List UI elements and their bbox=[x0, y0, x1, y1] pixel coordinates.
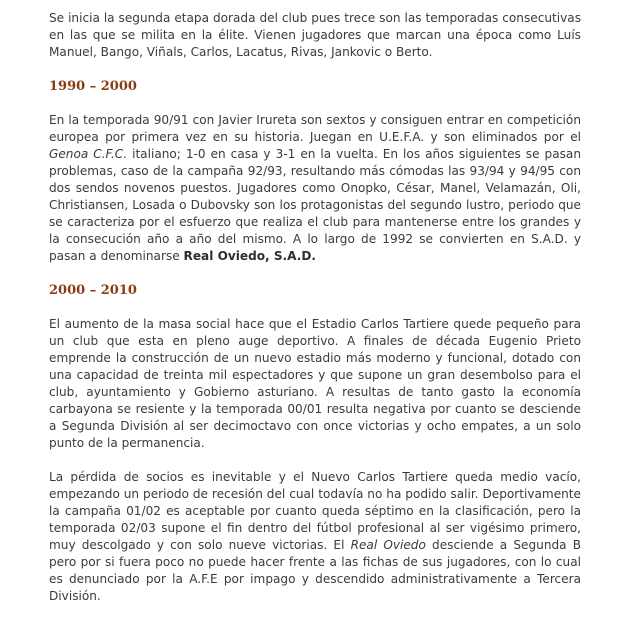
paragraph-2000s-stadium-text: El aumento de la masa social hace que el Estadio Carlos Tartiere quede pequeño para un club que esta en pleno auge deportivo. A finales de década Eugenio Prieto emprende la construcción de un nuevo estadio más moderno y funcional, dotado con una capacidad de treinta mil espectadores y que supone un gran desembolso para el club, ayuntamiento y Gobierno asturiano. A resultas de tanto gasto la economía carbayona se resiente y la temporada 00/01 resulta negativa por cuanto se desciende a Segunda División al ser decimoctavo con once victorias y ocho empates, a un solo punto de la permanencia. bbox=[49, 317, 581, 450]
paragraph-1990s-text-b: italiano; 1-0 en casa y 3-1 en la vuelta. En los años siguientes se pasan problemas, caso de la campaña 92/93, resultando más cómodas las 93/94 y 94/95 con dos sendos novenos puestos. Jugadores como Onopko, César, Manel, Velamazán, Oli, Christiansen, Losada o Dubovsky son los protagonistas del segundo lustro, periodo que se caracteriza por el esfuerzo que realiza el club para mantenerse entre los grandes y la consecución año a año del mismo. A lo largo de 1992 se convierten en S.A.D. y pasan a denominarse bbox=[49, 147, 581, 263]
intro-paragraph bbox=[49, 10, 581, 61]
paragraph-2000s-stadium bbox=[49, 316, 581, 452]
history-article bbox=[49, 10, 581, 622]
real-oviedo-sad-name: Real Oviedo, S.A.D. bbox=[183, 249, 316, 263]
paragraph-1990s-text-a: En la temporada 90/91 con Javier Irureta son sextos y consiguen entrar en competición europea por primera vez en su historia. Juegan en U.E.F.A. y son eliminados por el bbox=[49, 113, 581, 144]
heading-2000-2010: 2000 – 2010 bbox=[49, 283, 137, 298]
genoa-club-name: Genoa C.F.C. bbox=[49, 147, 128, 161]
paragraph-2000s-decline-text-b: desciende a Segunda B pero por si fuera poco no puede hacer frente a las fichas de sus jugadores, con lo cual es denunciado por la A.F.E por impago y descendido administrativamente a Tercera División. bbox=[49, 538, 581, 603]
paragraph-2000s-decline bbox=[49, 469, 581, 605]
paragraph-1990s bbox=[49, 112, 581, 265]
intro-text: Se inicia la segunda etapa dorada del club pues trece son las temporadas consecutivas en las que se milita en la élite. Vienen jugadores que marcan una época como Luís Manuel, Bango, Viñals, Carlos, Lacatus, Rivas, Jankovic o Berto. bbox=[49, 11, 581, 59]
paragraph-2000s-decline-text-a: La pérdida de socios es inevitable y el Nuevo Carlos Tartiere queda medio vacío, empezando un periodo de recesión del cual todavía no ha podido salir. Deportivamente la campaña 01/02 es aceptable por cuanto queda séptimo en la clasificación, pero la temporada 02/03 supone el fin dentro del fútbol profesional al ser vigésimo primero, muy descolgado y con solo nueve victorias. El bbox=[49, 470, 581, 552]
real-oviedo-name: Real Oviedo bbox=[350, 538, 426, 552]
heading-1990-2000: 1990 – 2000 bbox=[49, 79, 137, 94]
